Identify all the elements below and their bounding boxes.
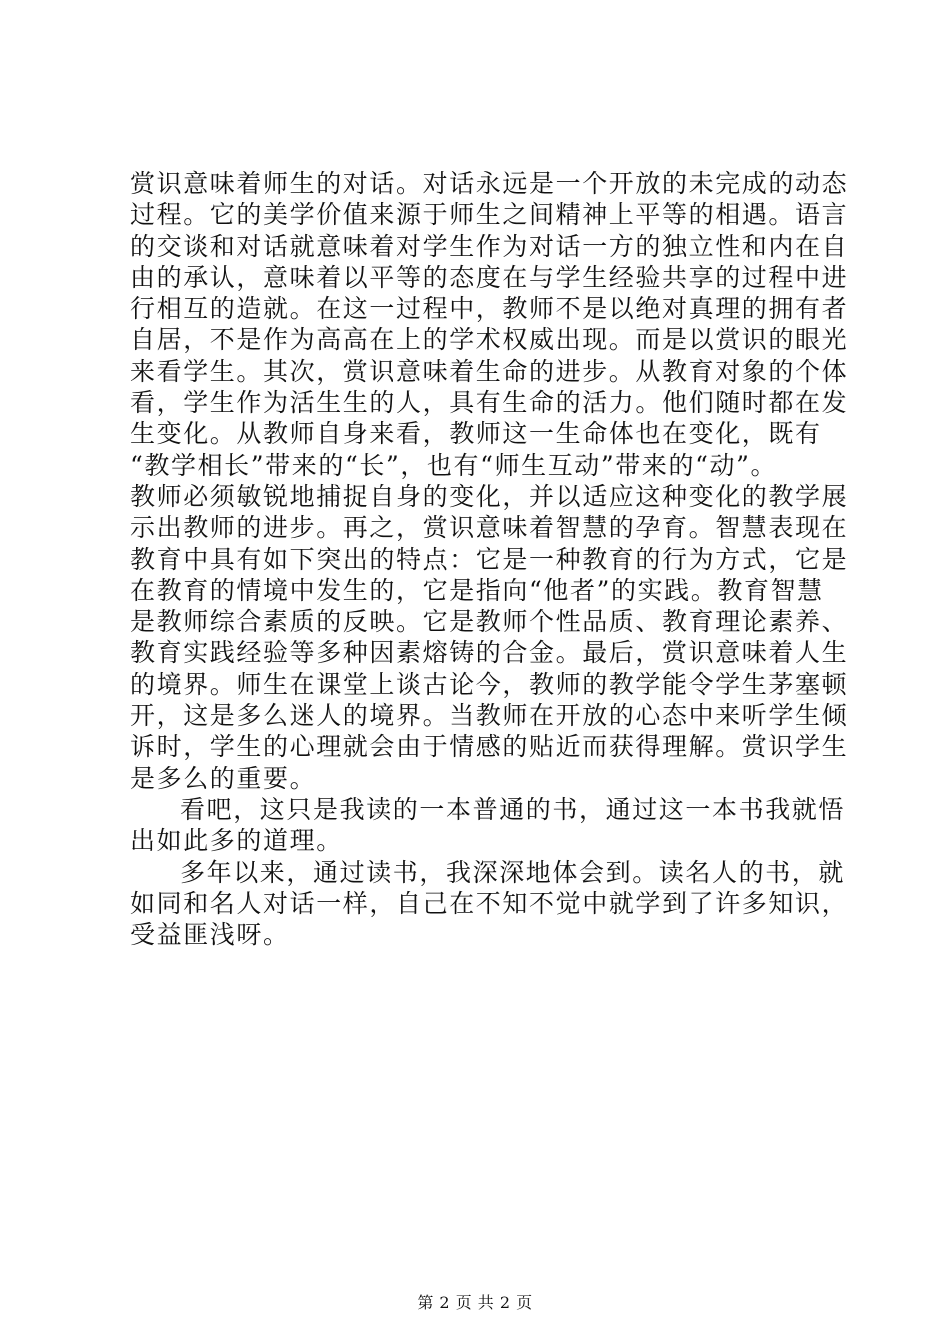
text-line: 教育中具有如下突出的特点：它是一种教育的行为方式，它是 [130,544,849,574]
text-line: 教师必须敏锐地捕捉自身的变化，并以适应这种变化的教学展 [130,481,849,511]
text-line: 是多么的重要。 [130,763,317,793]
text-line: 在教育的情境中发生的，它是指向“他者”的实践。教育智慧 [130,575,824,605]
text-line: 示出教师的进步。再之，赏识意味着智慧的孕育。智慧表现在 [130,513,849,543]
text-line: 如同和名人对话一样，自己在不知不觉中就学到了许多知识， [130,888,849,918]
text-line: 看，学生作为活生生的人，具有生命的活力。他们随时都在发 [130,388,849,418]
text-line: 教育实践经验等多种因素熔铸的合金。最后，赏识意味着人生 [130,638,849,668]
text-line: 过程。它的美学价值来源于师生之间精神上平等的相遇。语言 [130,200,849,230]
text-line: 的境界。师生在课堂上谈古论今，教师的教学能令学生茅塞顿 [130,669,849,699]
text-line: 开，这是多么迷人的境界。当教师在开放的心态中来听学生倾 [130,701,849,731]
paragraph-2 [130,794,846,857]
paragraph-3 [130,857,849,951]
text-line: 来看学生。其次，赏识意味着生命的进步。从教育对象的个体 [130,356,849,386]
text-line: 多年以来，通过读书，我深深地体会到。读名人的书，就 [180,857,846,887]
text-line: 行相互的造就。在这一过程中，教师不是以绝对真理的拥有者 [130,294,849,324]
text-line: 诉时，学生的心理就会由于情感的贴近而获得理解。赏识学生 [130,732,849,762]
text-line: 受益匪浅呀。 [130,920,290,950]
body-text [130,168,849,950]
text-line: 出如此多的道理。 [130,826,343,856]
text-line: 自居，不是作为高高在上的学术权威出现。而是以赏识的眼光 [130,325,849,355]
text-line: 由的承认，意味着以平等的态度在与学生经验共享的过程中进 [130,262,849,292]
text-line: “教学相长”带来的“长”，也有“师生互动”带来的“动”。 [130,450,778,480]
text-line: 生变化。从教师自身来看，教师这一生命体也在变化，既有 [130,419,822,449]
text-line: 看吧，这只是我读的一本普通的书，通过这一本书我就悟 [180,794,846,824]
text-line: 的交谈和对话就意味着对学生作为对话一方的独立性和内在自 [130,231,849,261]
paragraph-1 [130,168,849,794]
text-line: 是教师综合素质的反映。它是教师个性品质、教育理论素养、 [130,607,849,637]
page-number-footer: 第 2 页 共 2 页 [417,1293,533,1312]
text-line: 赏识意味着师生的对话。对话永远是一个开放的未完成的动态 [130,169,849,198]
